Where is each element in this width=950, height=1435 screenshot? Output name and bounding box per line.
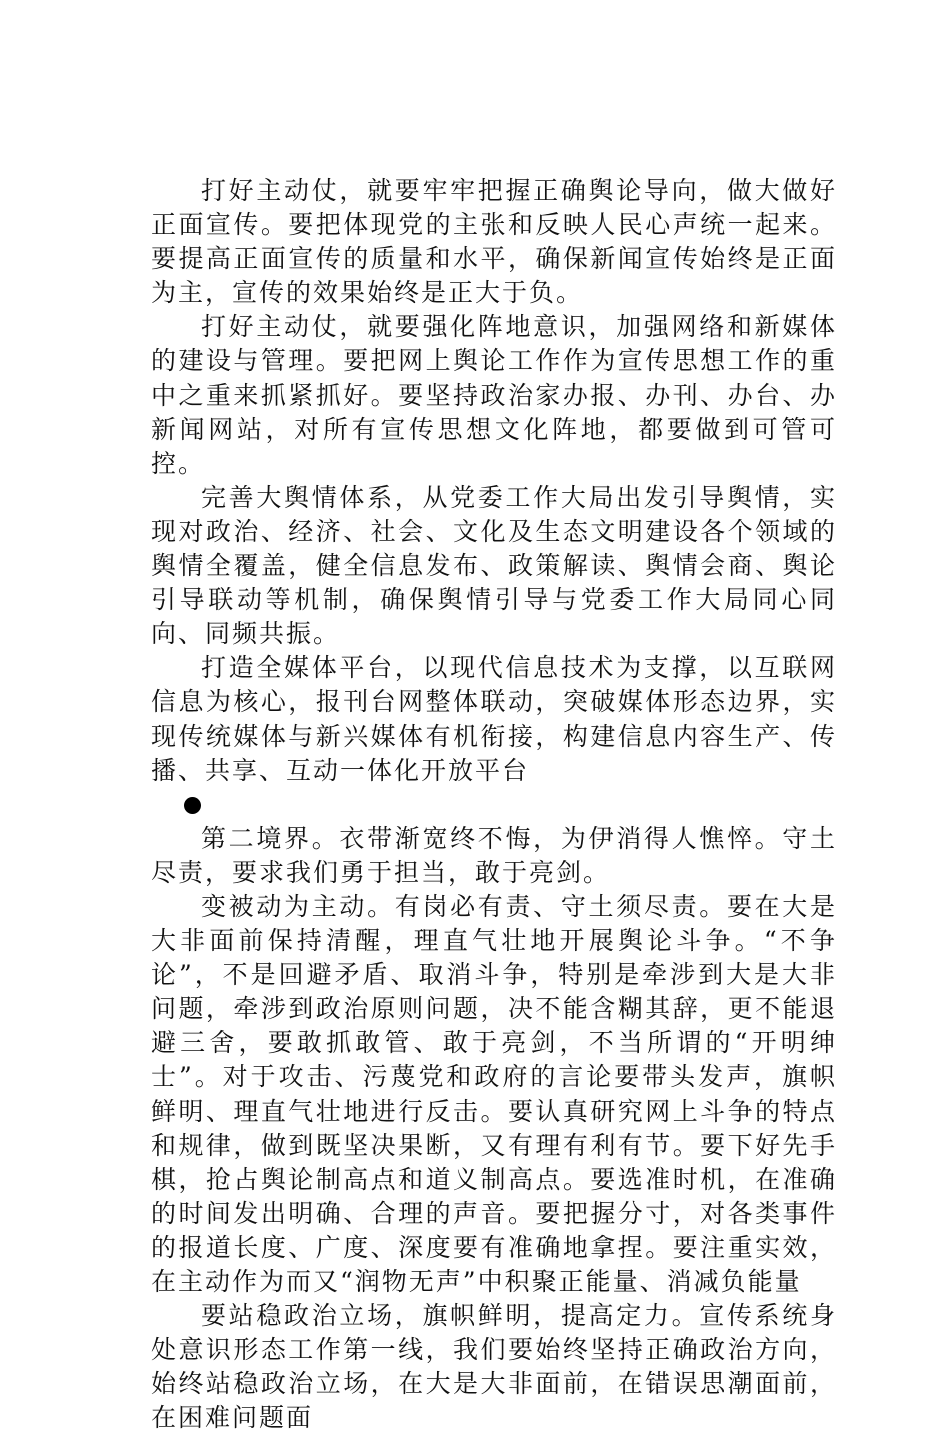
bullet-line (151, 788, 837, 822)
paragraph: 要站稳政治立场，旗帜鲜明，提高定力。宣传系统身处意识形态工作第一线，我们要始终坚持正确政治方向，始终站稳政治立场，在大是大非面前，在错误思潮面前，在困难问题面 (151, 1301, 837, 1433)
body-text (151, 174, 837, 1435)
bullet-dot-icon (184, 797, 201, 814)
paragraph: 打好主动仗，就要牢牢把握正确舆论导向，做大做好正面宣传。要把体现党的主张和反映人民心声统一起来。要提高正面宣传的质量和水平，确保新闻宣传始终是正面为主，宣传的效果始终是正大于负。 (151, 176, 837, 308)
paragraph: 打造全媒体平台，以现代信息技术为支撑，以互联网信息为核心，报刊台网整体联动，突破媒体形态边界，实现传统媒体与新兴媒体有机衔接，构建信息内容生产、传播、共享、互动一体化开放平台 (151, 653, 837, 785)
paragraph: 打好主动仗，就要强化阵地意识，加强网络和新媒体的建设与管理。要把网上舆论工作作为宣传思想工作的重中之重来抓紧抓好。要坚持政治家办报、办刊、办台、办新闻网站，对所有宣传思想文化阵地，都要做到可管可控。 (151, 312, 837, 478)
paragraph: 变被动为主动。有岗必有责、守土须尽责。要在大是大非面前保持清醒，理直气壮地开展舆论斗争。“不争论”，不是回避矛盾、取消斗争，特别是牵涉到大是大非问题，牵涉到政治原则问题，决不能含糊其辞，更不能退避三舍，要敢抓敢管、敢于亮剑，不当所谓的“开明绅士”。对于攻击、污蔑党和政府的言论要带头发声，旗帜鲜明、理直气壮地进行反击。要认真研究网上斗争的特点和规律，做到既坚决果断，又有理有利有节。要下好先手棋，抢占舆论制高点和道义制高点。要选准时机，在准确的时间发出明确、合理的声音。要把握分寸，对各类事件的报道长度、广度、深度要有准确地拿捏。要注重实效，在主动作为而又“润物无声”中积聚正能量、消减负能量 (151, 891, 837, 1296)
paragraph: 完善大舆情体系，从党委工作大局出发引导舆情，实现对政治、经济、社会、文化及生态文明建设各个领域的舆情全覆盖，健全信息发布、政策解读、舆情会商、舆论引导联动等机制，确保舆情引导与党委工作大局同心同向、同频共振。 (151, 482, 837, 649)
paragraph: 第二境界。衣带渐宽终不悔，为伊消得人憔悴。守土尽责，要求我们勇于担当，敢于亮剑。 (151, 823, 837, 887)
